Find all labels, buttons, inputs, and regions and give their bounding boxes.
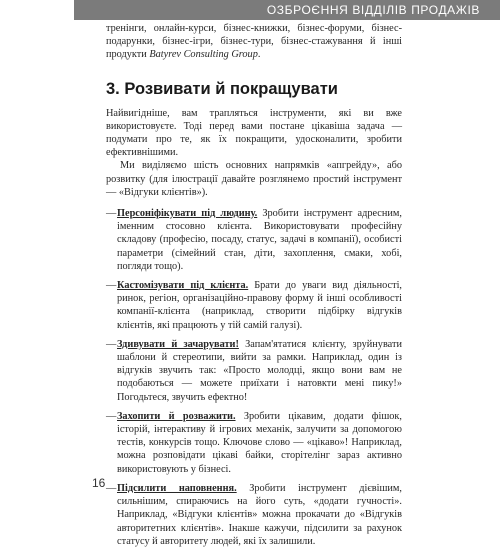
item-term: Здивувати й зачарувати! xyxy=(117,338,239,350)
item-term: Підсилити наповнення. xyxy=(117,482,237,494)
item-term: Захопити й розважити. xyxy=(117,410,236,422)
item-term: Кастомізувати під клієнта. xyxy=(117,280,249,292)
section-paragraph-2: Ми виділяємо шість основних напрямків «апгрейду», або розвитку (для ілюстрації давайте розглянемо простий інструмент — «Відгуки клієнтів»). xyxy=(106,160,402,198)
page-body xyxy=(106,22,402,554)
bullet-dash: — xyxy=(106,482,117,494)
running-header xyxy=(74,0,500,20)
section-heading xyxy=(106,80,402,99)
item-text: Зробити цікавим, додати фішок, історій, інтерактиву й ігрових механік, залучити за допомогою тестів, конкурсів тощо. Ключове слово — «цікаво»! Наприклад, можна розповідати цікаві байки, сторітелінг зараз активно використовують у бізнесі. xyxy=(117,410,402,475)
intro-paragraph xyxy=(106,22,402,62)
running-header-title: ОЗБРОЄННЯ ВІДДІЛІВ ПРОДАЖІВ xyxy=(266,3,480,17)
intro-text: тренінги, онлайн-курси, бізнес-книжки, бізнес-форуми, бізнес-подарунки, бізнес-ігри, бізнес-тури, бізнес-стажування й інші продукти xyxy=(106,23,402,61)
bullet-dash: — xyxy=(106,208,117,220)
bullet-dash: — xyxy=(106,410,117,422)
item-text: Зробити інструмент адресним, іменним стосовно клієнта. Використовувати професійну складову (професію, посаду, статус, задачі в компанії), особисті параметри (сімейний стан, діти, захоплення, смаки, хобі, погляди тощо). xyxy=(117,208,402,272)
bullet-dash: — xyxy=(106,280,117,292)
list-item xyxy=(106,207,402,273)
list-item xyxy=(106,279,402,332)
list-item xyxy=(106,410,402,476)
bullet-dash: — xyxy=(106,338,117,350)
company-name: Batyrev Consulting Group xyxy=(149,49,258,61)
section-paragraph-1: Найвигідніше, вам трапляться інструменти, які ви вже використовуєте. Тоді перед вами постане цікавіша задача — подумати про те, як їх покращити, удосконалити, зробити ефективнішими. xyxy=(106,107,402,159)
upgrade-directions-list xyxy=(106,207,402,548)
item-text: Брати до уваги вид діяльності, ринок, регіон, організаційно-правову форму й інші особливості компанії-клієнта (наприклад, створити підбірку відгуків клієнтів, які працюють у тій самій галузі). xyxy=(117,280,402,331)
list-item xyxy=(106,482,402,548)
section-title: Розвивати й покращувати xyxy=(124,79,338,98)
item-text: Запам'ятатися клієнту, зруйнувати шаблони й стереотипи, вийти за рамки. Наприклад, один із відгуків звучить так: «Просто молодці, якщо вони вам не подобаються — можете приїхати і натовкти мені пику!» Погодьтеся, звучить ефектно! xyxy=(117,338,402,403)
list-item xyxy=(106,338,402,404)
section-number: 3. xyxy=(106,79,120,98)
page-number: 16 xyxy=(92,476,106,490)
item-text: Зробити інструмент дієвішим, сильнішим, спираючись на його суть, «додати гучності». Наприклад, «Відгуки клієнтів» можна прокачати до «Відгуків авторитетних клієнтів». Інакше кажучи, підсилити за рахунок статусу й авторитету людей, які їх залишили. xyxy=(117,482,403,547)
item-term: Персоніфікувати під людину. xyxy=(117,208,258,220)
intro-end: . xyxy=(257,49,261,61)
